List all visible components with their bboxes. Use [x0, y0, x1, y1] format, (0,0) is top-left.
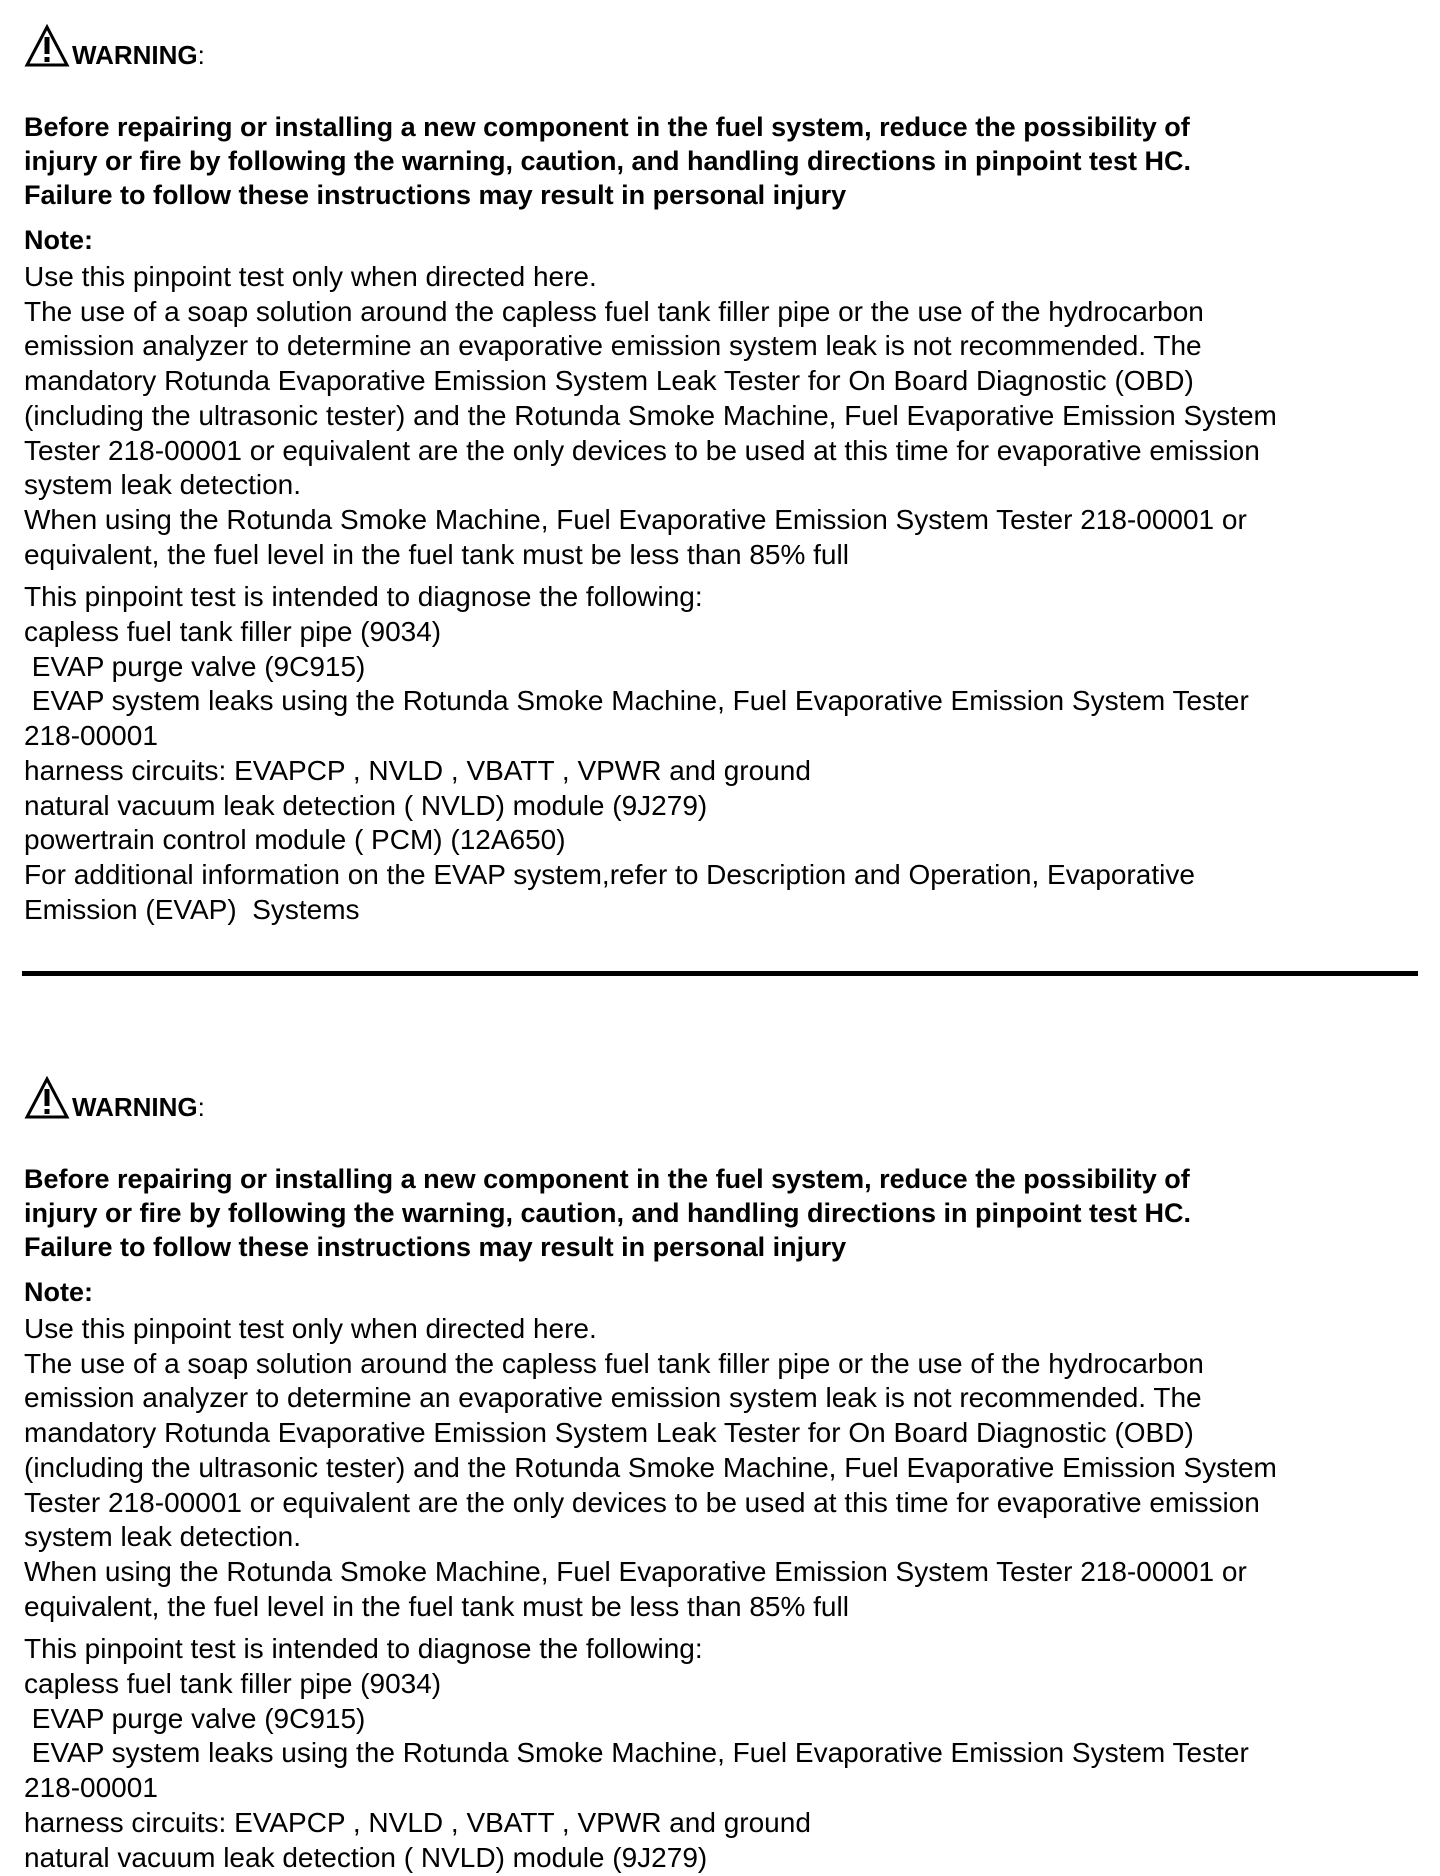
warning-label: WARNING:: [72, 40, 205, 70]
note-label: Note:: [24, 225, 93, 255]
warning-line: Before repairing or installing a new component in the fuel system, reduce the possibility of: [24, 1164, 1190, 1194]
note-line: system leak detection.: [24, 469, 302, 501]
diagnose-intro: This pinpoint test is intended to diagnose the following:: [24, 1633, 703, 1665]
section-divider: [22, 971, 1418, 976]
pinpoint-test-section: [24, 18, 1424, 927]
warning-line: Failure to follow these instructions may result in personal injury: [24, 180, 847, 210]
diagnose-item: harness circuits: EVAPCP , NVLD , VBATT , VPWR and ground: [24, 1806, 811, 1838]
note-line: system leak detection.: [24, 1521, 302, 1553]
warning-header: [24, 18, 1424, 68]
note-body: [24, 1312, 1424, 1624]
diagnose-item: 218-00001: [24, 1772, 158, 1804]
diagnose-item: capless fuel tank filler pipe (9034): [24, 1668, 442, 1700]
warning-triangle-icon: [24, 24, 70, 68]
diagnose-list: [24, 1632, 1424, 1875]
diagnose-item: harness circuits: EVAPCP , NVLD , VBATT , VPWR and ground: [24, 754, 811, 786]
note-line: emission analyzer to determine an evaporative emission system leak is not recommended. The: [24, 1382, 1202, 1414]
note-line: mandatory Rotunda Evaporative Emission System Leak Tester for On Board Diagnostic (OBD): [24, 1417, 1194, 1449]
warning-line: Before repairing or installing a new component in the fuel system, reduce the possibility of: [24, 112, 1190, 142]
diagnose-item: 218-00001: [24, 720, 158, 752]
diagnose-item: EVAP purge valve (9C915): [24, 650, 366, 682]
note-line: equivalent, the fuel level in the fuel tank must be less than 85% full: [24, 1590, 849, 1622]
note-line: When using the Rotunda Smoke Machine, Fuel Evaporative Emission System Tester 218-00001 or: [24, 503, 1247, 535]
pinpoint-test-section: [24, 1070, 1424, 1875]
note-line: When using the Rotunda Smoke Machine, Fuel Evaporative Emission System Tester 218-00001 or: [24, 1555, 1247, 1587]
warning-triangle-icon: [24, 1076, 70, 1120]
diagnose-list: [24, 580, 1424, 927]
warning-header: [24, 1070, 1424, 1120]
warning-line: injury or fire by following the warning, caution, and handling directions in pinpoint test HC.: [24, 1198, 1192, 1228]
note-body: [24, 260, 1424, 572]
note-line: mandatory Rotunda Evaporative Emission System Leak Tester for On Board Diagnostic (OBD): [24, 365, 1194, 397]
diagnose-item: natural vacuum leak detection ( NVLD) module (9J279): [24, 789, 708, 821]
note-line: equivalent, the fuel level in the fuel tank must be less than 85% full: [24, 538, 849, 570]
note-line: Tester 218-00001 or equivalent are the only devices to be used at this time for evaporative emission: [24, 1486, 1260, 1518]
diagnose-item: EVAP system leaks using the Rotunda Smoke Machine, Fuel Evaporative Emission System Tester: [24, 1737, 1249, 1769]
warning-text: [24, 110, 1424, 212]
diagnose-item: EVAP purge valve (9C915): [24, 1702, 366, 1734]
reference-text: Emission (EVAP) Systems: [24, 893, 360, 925]
note-line: (including the ultrasonic tester) and the Rotunda Smoke Machine, Fuel Evaporative Emission System: [24, 1451, 1277, 1483]
warning-line: injury or fire by following the warning, caution, and handling directions in pinpoint test HC.: [24, 146, 1192, 176]
note-line: Use this pinpoint test only when directed here.: [24, 1313, 597, 1344]
diagnose-item: EVAP system leaks using the Rotunda Smoke Machine, Fuel Evaporative Emission System Tester: [24, 685, 1249, 717]
note-line: The use of a soap solution around the capless fuel tank filler pipe or the use of the hydrocarbon: [24, 295, 1204, 327]
note-line: Tester 218-00001 or equivalent are the only devices to be used at this time for evaporative emission: [24, 434, 1260, 466]
diagnose-intro: This pinpoint test is intended to diagnose the following:: [24, 581, 703, 613]
warning-label: WARNING:: [72, 1092, 205, 1122]
note-line: Use this pinpoint test only when directed here.: [24, 261, 597, 292]
reference-text: For additional information on the EVAP system,refer to Description and Operation, Evaporative: [24, 858, 1195, 890]
diagnose-item: powertrain control module ( PCM) (12A650): [24, 824, 566, 856]
diagnose-item: capless fuel tank filler pipe (9034): [24, 616, 442, 648]
note-label: Note:: [24, 1277, 93, 1307]
warning-text: [24, 1162, 1424, 1264]
warning-line: Failure to follow these instructions may result in personal injury: [24, 1232, 847, 1262]
note-line: The use of a soap solution around the capless fuel tank filler pipe or the use of the hydrocarbon: [24, 1347, 1204, 1379]
note-line: (including the ultrasonic tester) and the Rotunda Smoke Machine, Fuel Evaporative Emission System: [24, 399, 1277, 431]
note-line: emission analyzer to determine an evaporative emission system leak is not recommended. The: [24, 330, 1202, 362]
diagnose-item: natural vacuum leak detection ( NVLD) module (9J279): [24, 1841, 708, 1873]
